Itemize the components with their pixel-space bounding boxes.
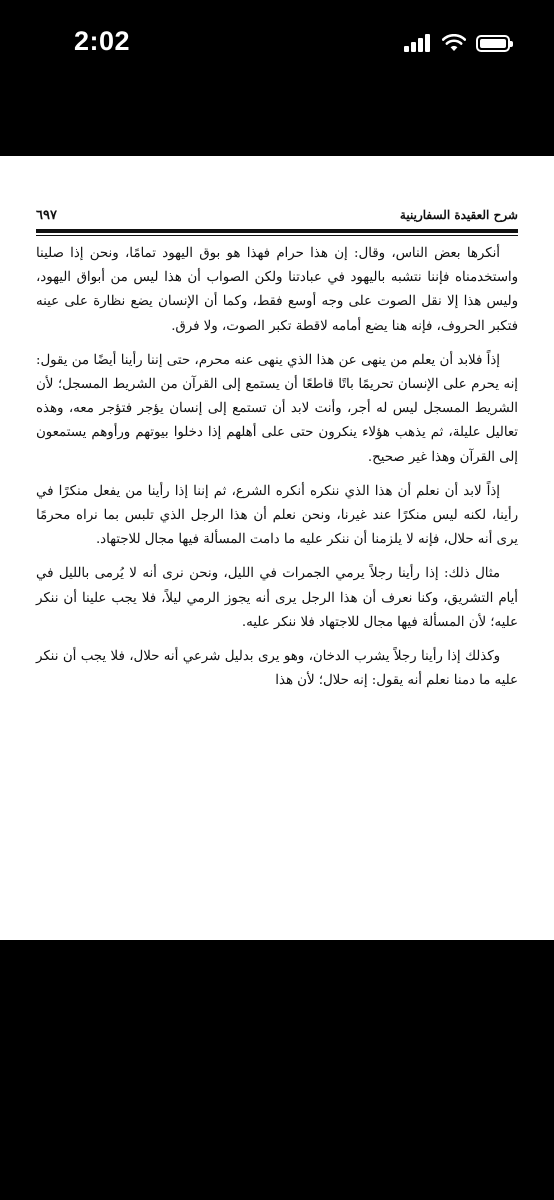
paragraph: مثال ذلك: إذا رأينا رجلاً يرمي الجمرات في الليل، ونحن نرى أنه لا يُرمى بالليل في أيام التشريق، وكنا نعرف أن هذا الرجل يرى أنه يجوز الرمي ليلاً، فلا يجب علينا أن ننكر عليه؛ لأن المسألة فيها مجال للاجتهاد فلا ننكر عليه. bbox=[36, 566, 518, 630]
header-title: شرح العقيدة السفارينية bbox=[399, 208, 518, 222]
paragraph: إذاً لابد أن نعلم أن هذا الذي ننكره أنكره الشرع، ثم إننا إذا رأينا من يفعل منكرًا في رأينا، لكنه ليس منكرًا عند غيرنا، ونحن نعلم أن هذا الرجل الذي تلبس بما نراه محرمًا يرى أنه حلال، فإنه لا يلزمنا أن ننكر عليه ما دامت المسألة فيها مجال للاجتهاد. bbox=[36, 483, 518, 548]
battery-icon bbox=[476, 35, 510, 52]
page-header bbox=[36, 208, 518, 226]
page-body bbox=[36, 242, 518, 693]
header-rule-thick bbox=[36, 229, 518, 233]
scanned-book-page bbox=[0, 156, 554, 940]
wifi-icon bbox=[442, 34, 466, 52]
status-bar bbox=[0, 0, 554, 90]
status-time: 2:02 bbox=[74, 26, 131, 56]
status-icons bbox=[404, 33, 510, 53]
paragraph: وكذلك إذا رأينا رجلاً يشرب الدخان، وهو يرى بدليل شرعي أنه حلال، فلا يجب أن ننكر عليه ما دمنا نعلم أنه يقول: إنه حلال؛ لأن هذا bbox=[36, 649, 518, 689]
page-number: ٦٩٧ bbox=[36, 208, 57, 223]
paragraph: أنكرها بعض الناس، وقال: إن هذا حرام فهذا هو بوق اليهود تمامًا، ونحن إذا صلينا واستخدمناه فإننا نتشبه باليهود في عبادتنا ولكن الصواب أن هذا ليس من أبواق اليهود، وليس هذا إلا نقل الصوت على وجه أوسع فقط، وكما أن الإنسان يضع نظارة على عينه فتكبر الحروف، فإنه هنا يضع أمامه لاقطة تكبر الصوت، ولا فرق. bbox=[36, 246, 518, 334]
cellular-signal-icon bbox=[404, 34, 432, 52]
paragraph: إذاً فلابد أن يعلم من ينهى عن هذا الذي ينهى عنه محرم، حتى إننا رأينا أيضًا من يقول: إنه يحرم على الإنسان تحريمًا باتًا قاطعًا أن يستمع إلى القرآن من الشريط المسجل؛ لأن الشريط المسجل ليس له أجر، وأنت لابد أن تستمع إلى إنسان يؤجر فتؤجر معه، وهذه تعاليل عليلة، ثم يذهب هؤلاء ينكرون حتى على أهلهم إذا دخلوا بيوتهم ورأوهم يستمعون إلى القرآن وهذا غير صحيح. bbox=[36, 352, 518, 465]
header-rule-thin bbox=[36, 235, 518, 236]
